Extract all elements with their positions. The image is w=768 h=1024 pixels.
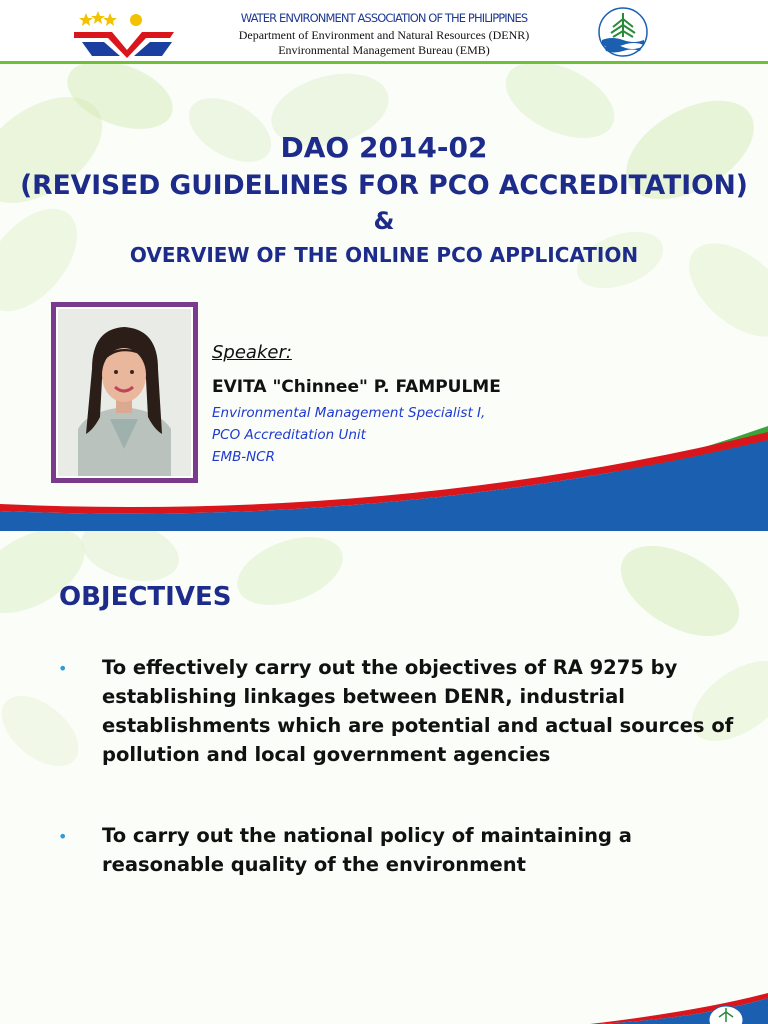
speaker-unit: PCO Accreditation Unit [212,427,366,443]
bullet-icon: • [58,827,68,846]
title-ampersand: & [373,207,395,235]
presentation-title: DAO 2014-02 [280,131,488,164]
speaker-position: Environmental Management Specialist I, [212,405,486,421]
objective-text: To effectively carry out the objectives of RA 9275 by establishing linkages between DENR, industrial establishments which are potential and actual sources of pollution and local government agencies [102,656,734,766]
objectives-heading: OBJECTIVES [59,582,232,612]
department-name: Department of Environment and Natural Resources (DENR) [238,28,530,42]
objective-text: To carry out the national policy of maintaining a reasonable quality of the environment [102,824,632,876]
speaker-label: Speaker: [212,342,292,363]
denr-logo-corner-icon [708,1002,744,1024]
presentation-subtitle: OVERVIEW OF THE ONLINE PCO APPLICATION [129,243,639,267]
presentation-title-line2: (REVISED GUIDELINES FOR PCO ACCREDITATION) [20,170,748,201]
speaker-office: EMB-NCR [212,449,275,465]
flag-swoosh-corner [0,531,768,1024]
objectives-slide [0,531,768,1024]
bullet-icon: • [58,659,68,678]
speaker-name: EVITA "Chinnee" P. FAMPULME [212,377,501,397]
bureau-name: Environmental Management Bureau (EMB) [278,43,490,57]
org-name: WATER ENVIRONMENT ASSOCIATION OF THE PHILIPPINES [240,11,528,25]
